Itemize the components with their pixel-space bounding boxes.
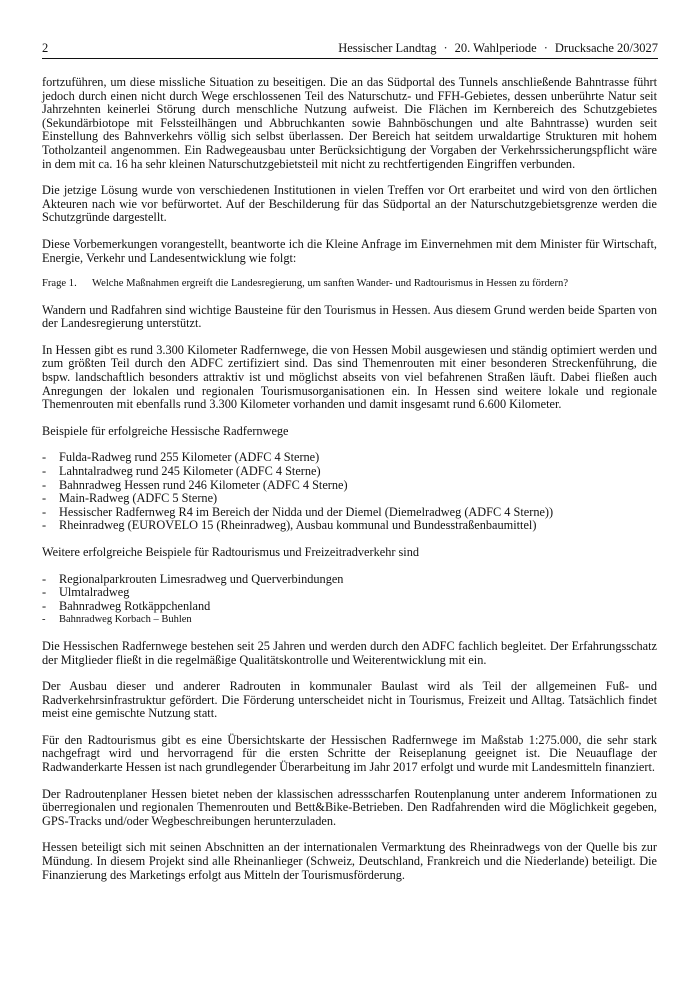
paragraph: Diese Vorbemerkungen vorangestellt, beantworte ich die Kleine Anfrage im Einvernehmen mit dem Minister für Wirtschaft, Energie, Verkehr und Landesentwicklung wie folgt: [42, 236, 657, 265]
question-text: Welche Maßnahmen ergreift die Landesregierung, um sanften Wander- und Radtourismus in Hessen zu fördern? [92, 278, 569, 290]
list-item: - Regionalparkrouten Limesradweg und Querverbindungen [42, 573, 657, 587]
paragraph: fortzuführen, um diese missliche Situation zu beseitigen. Die an das Südportal des Tunnels anschließende Bahntrasse führt jedoch durch einen nicht durch Wege erschlossenen Teil des Naturschutz- und FFH-Gebietes, dessen unberührte Natur seit Jahrzehnten keinerlei Störung durch menschliche Nutzung aufweist. Die Flächen im Kernbereich des Schutzgebietes (Sekundärbiotope mit Felssteilhängen und Abbruchkanten sowie Bahnböschungen und alte Bahntrasse) wurden seit Einstellung des Bahnverkehrs völlig sich selbst überlassen. Der Bereich hat seitdem urwaldartige Strukturen mit hohem Totholzanteil angenommen. Ein Radwegeausbau unter Berücksichtigung der Vorgaben der Verkehrssicherungspflicht wäre in dem mit ca. 16 ha sehr kleinen Naturschutzgebietsteil mit nicht zu rechtfertigenden Eingriffen verbunden. [42, 75, 657, 171]
document-number: Drucksache 20/3027 [554, 41, 658, 55]
list-heading: Beispiele für erfolgreiche Hessische Radfernwege [42, 423, 289, 438]
list-item: - Ulmtalradweg [42, 586, 657, 600]
paragraph: Hessen beteiligt sich mit seinen Abschnitten an der internationalen Vermarktung des Rheinradwegs von der Quelle bis zur Mündung. In diesem Projekt sind alle Rheinanlieger (Schweiz, Deutschland, Frankreich und die Niederlande) beteiligt. Die Finanzierung des Marketings erfolgt aus Mitteln der Tourismusförderung. [42, 840, 657, 882]
paragraph: Die Hessischen Radfernwege bestehen seit 25 Jahren und werden durch den ADFC fachlich begleitet. Der Erfahrungsschatz der Mitglieder fließt in die regelmäßige Qualitätskontrolle und Weiterentwicklung mit ein. [42, 638, 657, 667]
legislative-period: 20. Wahlperiode [454, 41, 537, 55]
list-item: - Main-Radweg (ADFC 5 Sterne) [42, 492, 657, 506]
radtourismus-list [42, 573, 657, 627]
list-item: - Bahnradweg Korbach – Buhlen [42, 613, 657, 627]
list-item: - Bahnradweg Rotkäppchenland [42, 600, 657, 614]
document-body [42, 76, 657, 895]
list-item: - Rheinradweg (EUROVELO 15 (Rheinradweg), Ausbau kommunal und Bundesstraßenbaumittel) [42, 519, 657, 533]
parliament-name: Hessischer Landtag [338, 41, 437, 55]
page-number: 2 [42, 41, 49, 55]
paragraph: Die jetzige Lösung wurde von verschiedenen Institutionen in vielen Treffen vor Ort erarbeitet und wird von den örtlichen Akteuren nach wie vor befürwortet. Auf der Beschilderung für das Südportal an der Naturschutzgebietsgrenze werden die Schutzgründe dargestellt. [42, 183, 657, 225]
paragraph: Der Radroutenplaner Hessen bietet neben der klassischen adressscharfen Routenplanung unter anderem Informationen zu überregionalen und regionalen Themenrouten und Bett&Bike-Betrieben. Den Radfahrenden wird die Möglichkeit gegeben, GPS-Tracks und/oder Wegbeschreibungen herunterzuladen. [42, 786, 657, 828]
paragraph: Der Ausbau dieser und anderer Radrouten in kommunaler Baulast wird als Teil der allgemeinen Fuß- und Radverkehrsinfrastruktur gefördert. Die Förderung unterscheidet nicht in Tourismus, Freizeit und Alltag. Tatsächlich findet meist eine gemischte Nutzung statt. [42, 679, 657, 721]
header-separator: · [443, 41, 448, 55]
list-heading: Weitere erfolgreiche Beispiele für Radtourismus und Freizeitradverkehr sind [42, 544, 420, 559]
header-separator: · [543, 41, 548, 55]
header-meta [338, 40, 658, 56]
radfernwege-list [42, 451, 657, 533]
question-block [42, 278, 657, 291]
question-label: Frage 1. [42, 278, 77, 290]
list-item: - Lahntalradweg rund 245 Kilometer (ADFC 4 Sterne) [42, 465, 657, 479]
paragraph: Für den Radtourismus gibt es eine Übersichtskarte der Hessischen Radfernwege im Maßstab 1:275.000, die sehr stark nachgefragt wird und hervorragend für die ersten Schritte der Reiseplanung geeignet ist. Die Neuauflage der Radwanderkarte Hessen ist nach grundlegender Überarbeitung im Jahr 2017 erfolgt und wurde mit Landesmitteln finanziert. [42, 732, 657, 775]
page-header [42, 40, 658, 59]
paragraph: Wandern und Radfahren sind wichtige Bausteine für den Tourismus in Hessen. Aus diesem Grund werden beide Sparten von der Landesregierung unterstützt. [42, 302, 657, 331]
list-item: - Fulda-Radweg rund 255 Kilometer (ADFC 4 Sterne) [42, 451, 657, 465]
paragraph: In Hessen gibt es rund 3.300 Kilometer Radfernwege, die von Hessen Mobil ausgewiesen und ständig optimiert werden und zum größten Teil durch den ADFC zertifiziert sind. Das sind Themenrouten mit einer besonderen Streckenführung, die bspw. landschaftlich besonders attraktiv ist und möglichst abseits von viel befahrenen Straßen läuft. Dabei fließen auch Anregungen der lokalen und regionalen Tourismusorganisationen ein. In Hessen sind weitere lokale und regionale Themenrouten mit ebenfalls rund 3.300 Kilometer vorhanden und damit insgesamt rund 6.600 Kilometer. [42, 342, 657, 412]
list-item: - Hessischer Radfernweg R4 im Bereich der Nidda und der Diemel (Diemelradweg (ADFC 4 Sterne)) [42, 506, 657, 520]
list-item: - Bahnradweg Hessen rund 246 Kilometer (ADFC 4 Sterne) [42, 479, 657, 493]
